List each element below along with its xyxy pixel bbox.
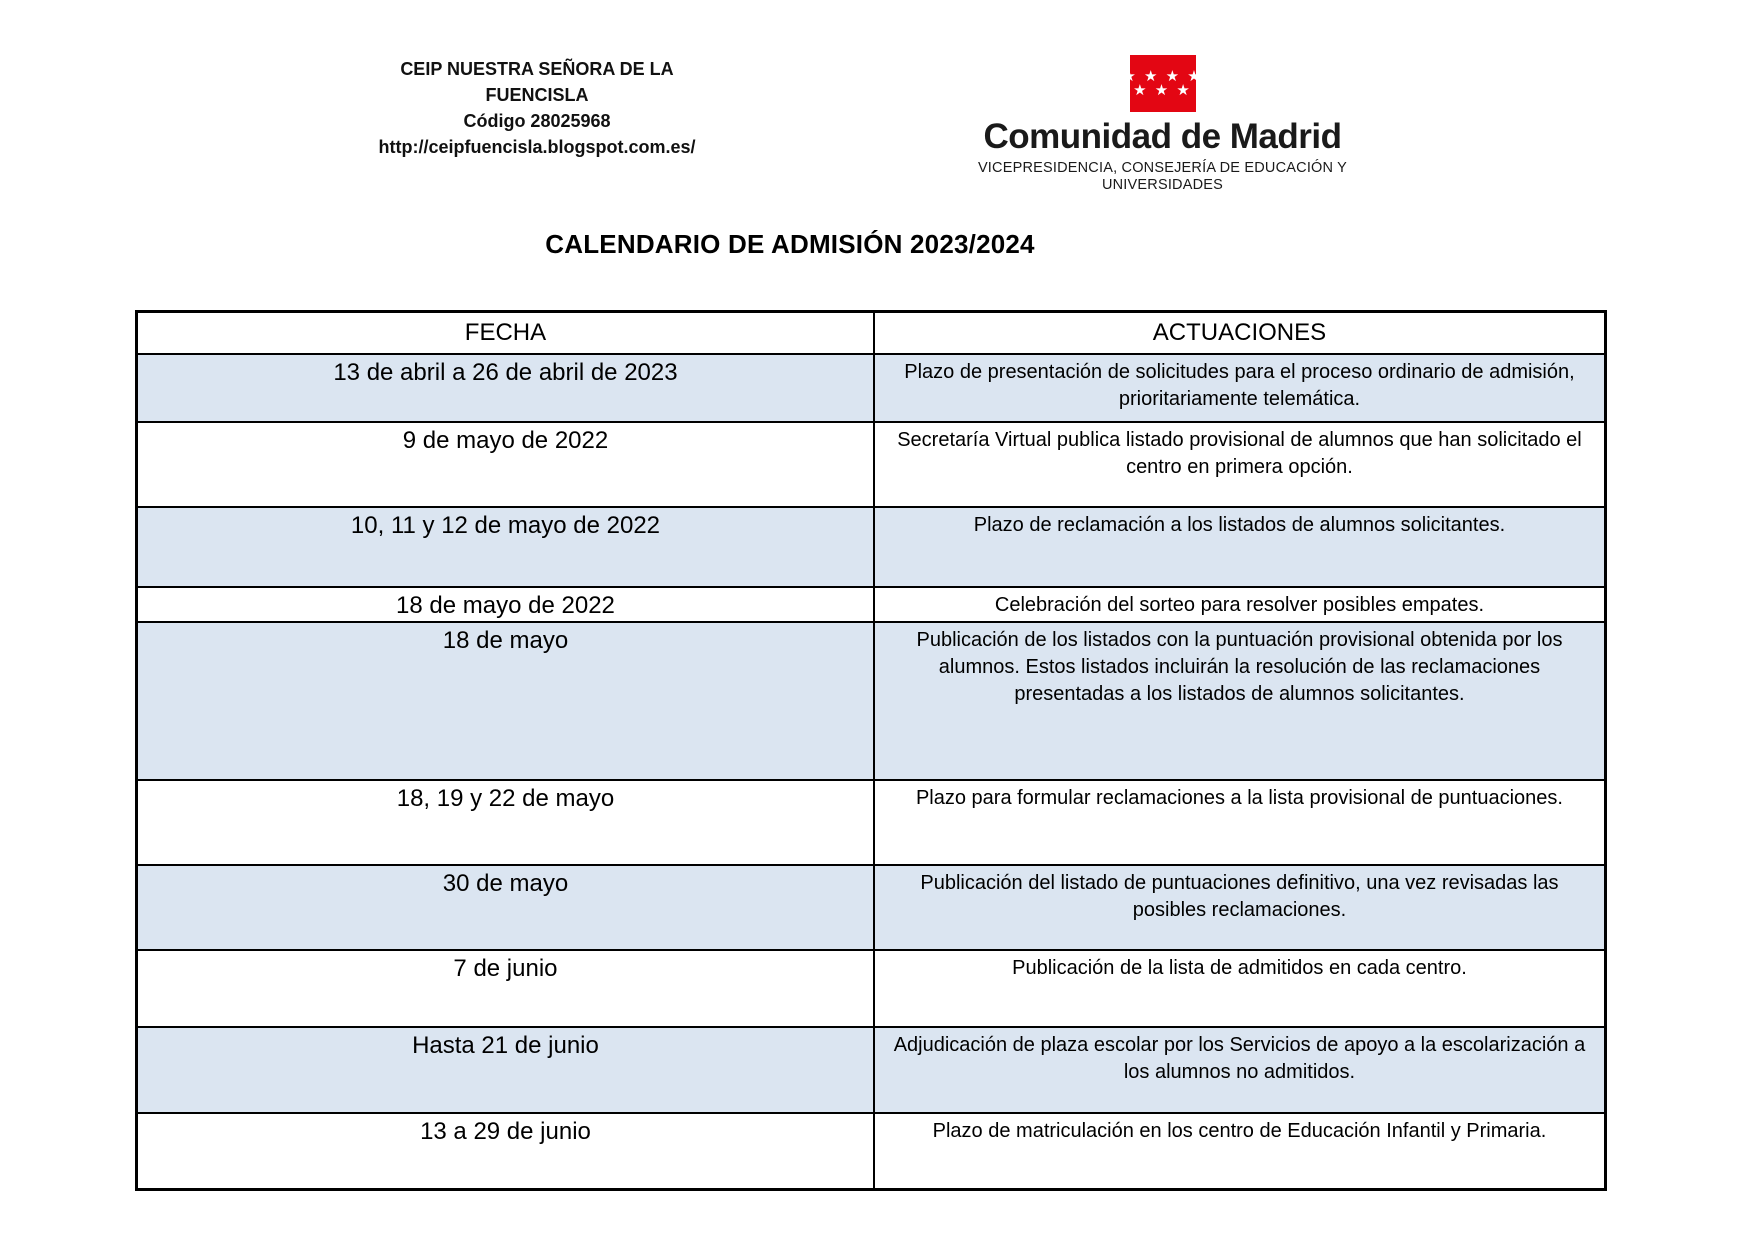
- fecha-cell: Hasta 21 de junio: [137, 1027, 874, 1113]
- brand-name: Comunidad de Madrid: [983, 117, 1342, 156]
- madrid-brand-block: [930, 55, 1395, 194]
- actuaciones-cell: Publicación de la lista de admitidos en cada centro.: [874, 950, 1606, 1027]
- table-row: [137, 1027, 1606, 1113]
- fecha-cell: 9 de mayo de 2022: [137, 422, 874, 507]
- flag-stars-bottom: ★ ★ ★: [1133, 81, 1192, 99]
- flag-stars-top: ★ ★ ★ ★: [1122, 67, 1203, 85]
- fecha-cell: 13 a 29 de junio: [137, 1113, 874, 1190]
- actuaciones-cell: Plazo de presentación de solicitudes para el proceso ordinario de admisión, prioritariamente telemática.: [874, 354, 1606, 422]
- fecha-cell: 18 de mayo: [137, 622, 874, 780]
- madrid-flag-icon: [1122, 55, 1203, 112]
- fecha-cell: 18 de mayo de 2022: [137, 587, 874, 622]
- table-row: [137, 1113, 1606, 1190]
- actuaciones-cell: Adjudicación de plaza escolar por los Servicios de apoyo a la escolarización a los alumnos no admitidos.: [874, 1027, 1606, 1113]
- actuaciones-cell: Publicación de los listados con la puntuación provisional obtenida por los alumnos. Estos listados incluirán la resolución de las reclamaciones presentadas a los listados de alumnos solicitantes.: [874, 622, 1606, 780]
- brand-department-line1: VICEPRESIDENCIA, CONSEJERÍA DE EDUCACIÓN Y: [977, 160, 1348, 176]
- school-header: [352, 56, 722, 160]
- actuaciones-cell: Plazo de reclamación a los listados de alumnos solicitantes.: [874, 507, 1606, 587]
- school-code: Código 28025968: [463, 111, 611, 131]
- school-blog-url: http://ceipfuencisla.blogspot.com.es/: [378, 137, 696, 157]
- actuaciones-cell: Celebración del sorteo para resolver posibles empates.: [874, 587, 1606, 622]
- fecha-cell: 13 de abril a 26 de abril de 2023: [137, 354, 874, 422]
- column-header-actuaciones: ACTUACIONES: [874, 312, 1606, 354]
- fecha-cell: 7 de junio: [137, 950, 874, 1027]
- actuaciones-cell: Publicación del listado de puntuaciones definitivo, una vez revisadas las posibles reclamaciones.: [874, 865, 1606, 950]
- table-row: [137, 950, 1606, 1027]
- brand-department: [930, 160, 1395, 194]
- admission-calendar-table: [135, 310, 1607, 1191]
- table-row: [137, 865, 1606, 950]
- table-header-row: [137, 312, 1606, 354]
- brand-department-line2: UNIVERSIDADES: [1101, 177, 1224, 193]
- table-row: [137, 622, 1606, 780]
- fecha-cell: 10, 11 y 12 de mayo de 2022: [137, 507, 874, 587]
- table-row: [137, 780, 1606, 865]
- table-row: [137, 422, 1606, 507]
- actuaciones-cell: Plazo para formular reclamaciones a la lista provisional de puntuaciones.: [874, 780, 1606, 865]
- calendar-table-body: [137, 354, 1606, 1190]
- fecha-cell: 30 de mayo: [137, 865, 874, 950]
- table-row: [137, 587, 1606, 622]
- actuaciones-cell: Plazo de matriculación en los centro de Educación Infantil y Primaria.: [874, 1113, 1606, 1190]
- table-row: [137, 507, 1606, 587]
- fecha-cell: 18, 19 y 22 de mayo: [137, 780, 874, 865]
- school-name: CEIP NUESTRA SEÑORA DE LA FUENCISLA: [400, 59, 674, 105]
- column-header-fecha: FECHA: [137, 312, 874, 354]
- table-row: [137, 354, 1606, 422]
- actuaciones-cell: Secretaría Virtual publica listado provisional de alumnos que han solicitado el centro en primera opción.: [874, 422, 1606, 507]
- page-title: CALENDARIO DE ADMISIÓN 2023/2024: [545, 229, 1035, 259]
